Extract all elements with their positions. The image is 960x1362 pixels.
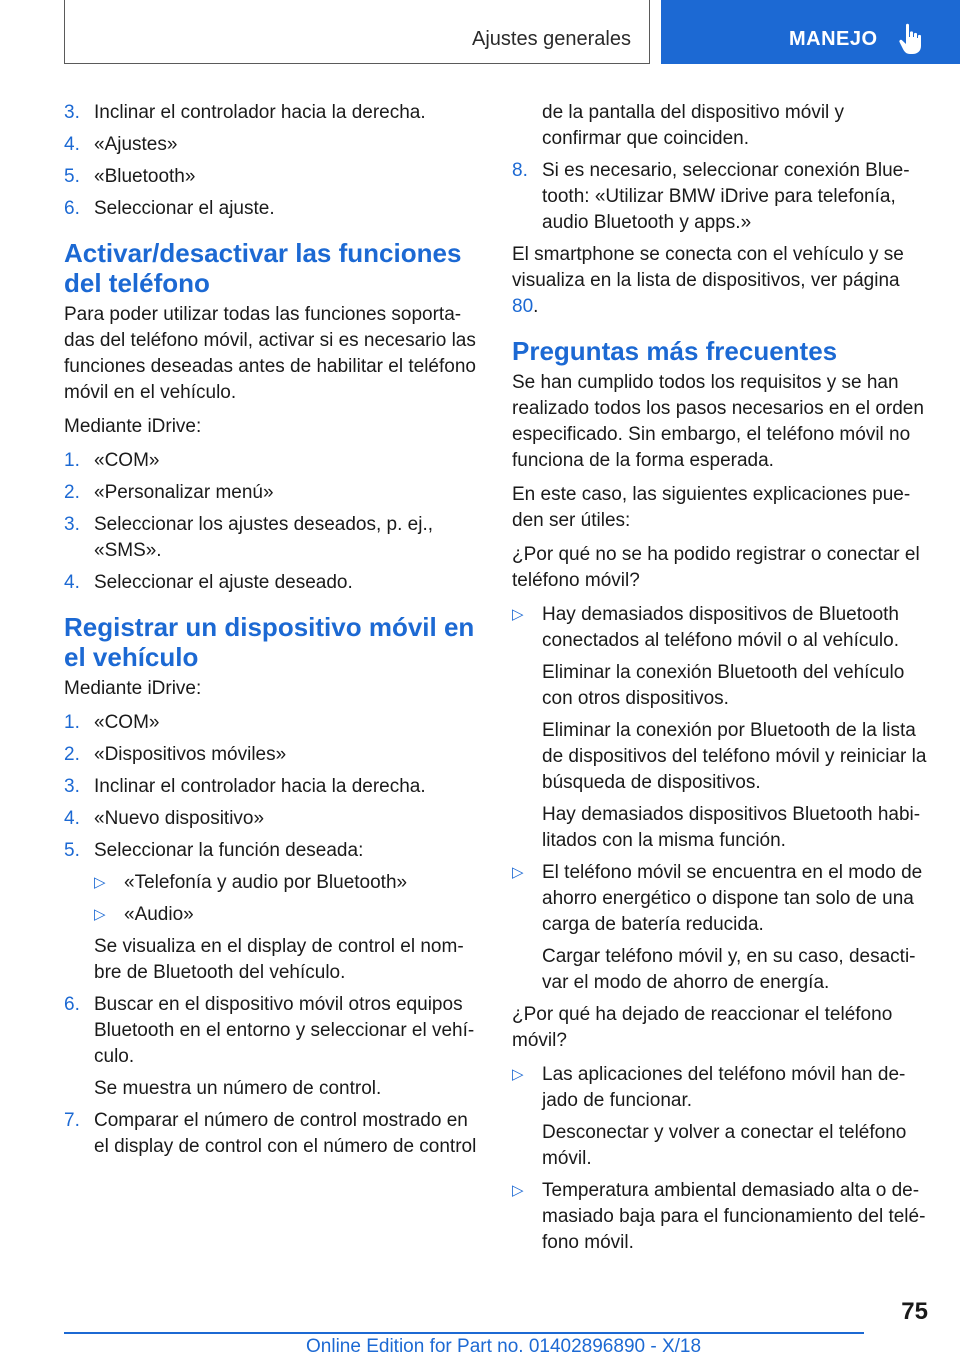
list-text: Seleccionar el ajuste deseado. xyxy=(94,572,353,593)
list-number: 3. xyxy=(64,776,80,797)
section-title: Ajustes generales xyxy=(472,28,631,50)
bullet-text: El teléfono móvil se encuentra en el modo de ahorro energético o dispone tan solo de una carga de batería reducida. xyxy=(542,862,923,935)
chapter-title: MANEJO xyxy=(789,28,878,50)
bullet-text: Las aplicaciones del teléfono móvil han dejado de funcionar. xyxy=(542,1064,906,1111)
bullet-text: Temperatura ambiental demasiado alta o demasiado baja para el funcionamiento del teléfono móvil. xyxy=(542,1180,926,1253)
right-column xyxy=(512,100,928,1262)
question-1: ¿Por qué no se ha podido registrar o conectar el teléfono móvil? xyxy=(512,544,920,591)
triangle-bullet-icon: ▷ xyxy=(512,1182,524,1199)
list-text: Inclinar el controlador hacia la derecha. xyxy=(94,102,426,123)
page-link[interactable]: 80 xyxy=(512,296,534,317)
note-text: Se visualiza en el display de control el nombre de Bluetooth del vehículo. xyxy=(94,936,464,983)
list-number: 4. xyxy=(64,134,80,155)
page-header xyxy=(0,0,960,66)
bullet-item xyxy=(512,860,928,938)
paragraph-conecta: El smartphone se conecta con el vehículo y se visualiza en la lista de dispositivos, ver página 80. xyxy=(512,244,904,317)
list-item xyxy=(64,448,482,474)
list-item xyxy=(64,806,482,832)
list-text: «Nuevo dispositivo» xyxy=(94,808,265,829)
list-number: 3. xyxy=(64,102,80,123)
heading-registrar: Registrar un dispositivo móvil en el vehículo xyxy=(64,612,475,672)
bullet-item xyxy=(512,1178,928,1256)
sub-bullet xyxy=(94,870,482,896)
paragraph-activar: Para poder utilizar todas las funciones soportadas del teléfono móvil, activar si es necesario las funciones deseadas antes de habilitar el teléfono móvil en el vehículo. xyxy=(64,304,476,403)
list-text: Buscar en el dispositivo móvil otros equipos Bluetooth en el entorno y seleccionar el vehículo. xyxy=(94,994,475,1067)
list-number: 4. xyxy=(64,808,80,829)
hand-pointer-icon xyxy=(897,22,925,56)
list-text: Seleccionar los ajustes deseados, p. ej., «SMS». xyxy=(94,514,434,561)
list-item xyxy=(64,132,482,158)
list-item xyxy=(64,742,482,768)
list-number: 7. xyxy=(64,1110,80,1131)
list-item xyxy=(512,158,928,236)
list-item xyxy=(64,1108,482,1160)
list-item xyxy=(64,710,482,736)
list-text: Inclinar el controlador hacia la derecha. xyxy=(94,776,426,797)
footer-divider xyxy=(64,1332,864,1334)
note-text: Desconectar y volver a conectar el teléfono móvil. xyxy=(542,1122,907,1169)
list-item xyxy=(64,774,482,800)
bullet-item xyxy=(512,1062,928,1114)
paragraph-cumplido: Se han cumplido todos los requisitos y se han realizado todos los pasos necesarios en el orden especificado. Sin embargo, el teléfono móvil no funciona de la forma esperada. xyxy=(512,372,924,471)
note-text: Cargar teléfono móvil y, en su caso, desactivar el modo de ahorro de energía. xyxy=(542,946,916,993)
triangle-bullet-icon: ▷ xyxy=(94,906,106,923)
chapter-tab xyxy=(661,0,960,64)
paragraph-mediante-1: Mediante iDrive: xyxy=(64,416,202,437)
bullet-text: Hay demasiados dispositivos de Bluetooth conectados al teléfono móvil o al vehículo. xyxy=(542,604,899,651)
footer-edition: Online Edition for Part no. 01402896890 - X/18 xyxy=(306,1336,702,1357)
list-item xyxy=(64,992,482,1070)
triangle-bullet-icon: ▷ xyxy=(94,874,106,891)
list-text: Seleccionar la función deseada: xyxy=(94,840,364,861)
page-number: 75 xyxy=(901,1298,928,1325)
list-text: Seleccionar el ajuste. xyxy=(94,198,275,219)
triangle-bullet-icon: ▷ xyxy=(512,864,524,881)
heading-preguntas: Preguntas más frecuentes xyxy=(512,336,838,366)
paragraph-mediante-2: Mediante iDrive: xyxy=(64,678,202,699)
list-number: 2. xyxy=(64,482,80,503)
bullet-item xyxy=(512,602,928,654)
note-text: Eliminar la conexión Bluetooth del vehículo con otros dispositivos. xyxy=(542,662,905,709)
triangle-bullet-icon: ▷ xyxy=(512,606,524,623)
list-number: 4. xyxy=(64,572,80,593)
list-item xyxy=(64,838,482,864)
triangle-bullet-icon: ▷ xyxy=(512,1066,524,1083)
paragraph-conecta-text: El smartphone se conecta con el vehículo y se visualiza en la lista de dispositivos, ver página xyxy=(512,244,904,291)
sub-bullet xyxy=(94,902,482,928)
list-text: «Bluetooth» xyxy=(94,166,196,187)
list-item xyxy=(64,164,482,190)
list-text: «COM» xyxy=(94,712,160,733)
list-text: «Dispositivos móviles» xyxy=(94,744,287,765)
heading-activar: Activar/desactivar las funciones del teléfono xyxy=(64,238,462,298)
section-header-box xyxy=(64,0,650,64)
note-text: Se muestra un número de control. xyxy=(94,1078,382,1099)
list-item xyxy=(64,570,482,596)
list-number: 6. xyxy=(64,198,80,219)
sub-bullet-text: «Telefonía y audio por Bluetooth» xyxy=(124,872,408,893)
note-text: Eliminar la conexión por Bluetooth de la lista de dispositivos del teléfono móvil y reiniciar la búsqueda de dispositivos. xyxy=(542,720,927,793)
list-continuation: de la pantalla del dispositivo móvil y confirmar que coinciden. xyxy=(542,102,845,149)
note-text: Hay demasiados dispositivos Bluetooth habilitados con la misma función. xyxy=(542,804,921,851)
list-text: «Ajustes» xyxy=(94,134,178,155)
list-number: 1. xyxy=(64,450,80,471)
list-text: «COM» xyxy=(94,450,160,471)
list-number: 8. xyxy=(512,160,528,181)
list-number: 6. xyxy=(64,994,80,1015)
sub-bullet-text: «Audio» xyxy=(124,904,194,925)
list-number: 2. xyxy=(64,744,80,765)
left-column xyxy=(64,100,482,1166)
list-item xyxy=(64,480,482,506)
list-item xyxy=(64,196,482,222)
paragraph-caso: En este caso, las siguientes explicaciones pueden ser útiles: xyxy=(512,484,911,531)
list-text: Si es necesario, seleccionar conexión Bluetooth: «Utilizar BMW iDrive para telefonía, audio Bluetooth y apps.» xyxy=(542,160,910,233)
list-item xyxy=(64,512,482,564)
list-text: «Personalizar menú» xyxy=(94,482,274,503)
list-number: 3. xyxy=(64,514,80,535)
list-number: 1. xyxy=(64,712,80,733)
list-item xyxy=(64,100,482,126)
question-2: ¿Por qué ha dejado de reaccionar el teléfono móvil? xyxy=(512,1004,893,1051)
list-text: Comparar el número de control mostrado en el display de control con el número de control xyxy=(94,1110,477,1157)
list-number: 5. xyxy=(64,840,80,861)
list-number: 5. xyxy=(64,166,80,187)
